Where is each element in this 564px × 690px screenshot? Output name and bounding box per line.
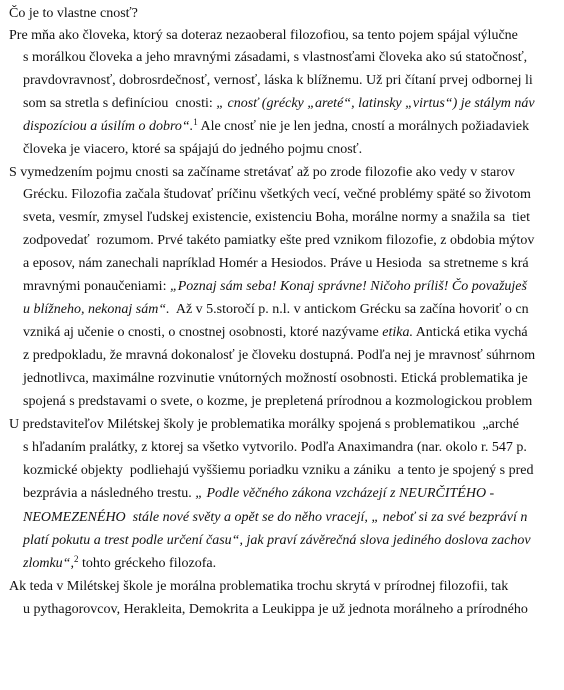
text-run: človeka je viacero, ktoré sa spájajú do jedného pojmu cnosť. — [23, 142, 363, 157]
text-line — [9, 578, 508, 596]
text-line — [23, 601, 528, 619]
text-line — [23, 141, 362, 159]
footnote-ref: 1 — [193, 117, 198, 127]
text-line — [23, 532, 531, 550]
text-run: u blížneho, nekonaj sám“. — [23, 302, 170, 317]
text-run: Ak teda v Milétskej škole je morálna problematika trochu skrytá v prírodnej filozofii, tak — [9, 579, 509, 594]
text-run: Až v 5.storočí p. n.l. v antickom Grécku sa začína hovoriť o cn — [169, 302, 529, 317]
text-line — [23, 72, 533, 90]
text-run: kozmické objekty podliehajú vyššiemu poriadku vzniku a zániku a tento je spojený s pred — [23, 463, 534, 478]
footnote-ref: 2 — [73, 554, 79, 564]
text-line — [23, 370, 528, 388]
text-run: a eposov, nám zanechali napríklad Homér a Hesiodos. Práve u Hesioda sa stretneme s krá — [23, 256, 529, 271]
text-line — [23, 347, 535, 365]
text-run: Antická etika vychá — [412, 325, 528, 340]
text-line — [23, 95, 535, 113]
text-line — [23, 186, 531, 204]
text-line — [23, 509, 527, 527]
text-run: jednotlivca, maximálne rozvinutie vnútorných možností osobnosti. Etická problematika je — [23, 371, 528, 386]
text-run: Čo je to vlastne cnosť? — [9, 6, 138, 21]
text-line — [23, 301, 529, 319]
text-run: „Poznaj sám seba! Konaj správne! Ničoho príliš! Čo považuješ — [169, 279, 527, 294]
text-line — [23, 439, 527, 457]
text-run: spojená s predstavami o svete, o kozme, je prepletená prírodnou a kozmologickou problem — [23, 394, 533, 409]
text-line — [9, 164, 515, 182]
text-run: „ cnosť (grécky „areté“, latinsky „virtus“) je stálym náv — [216, 96, 535, 111]
text-line — [23, 209, 530, 227]
text-run: NEOMEZENÉHO stále nové světy a opět se do něho vracejí, „ neboť si za své bezpráví n — [23, 510, 528, 525]
text-line — [23, 278, 527, 296]
text-line — [23, 255, 529, 273]
text-run: s morálkou človeka a jeho mravnými zásadami, s vlastnosťami človeka ako sú statočnosť, — [23, 50, 528, 65]
text-run: mravnými ponaučeniami: — [23, 279, 170, 294]
text-run: U predstaviteľov Milétskej školy je problematika morálky spojená s problematikou „arché — [9, 417, 519, 432]
text-run: Pre mňa ako človeka, ktorý sa doteraz nezaoberal filozofiou, sa tento pojem spájal výlučne — [9, 28, 518, 43]
text-run: u pythagorovcov, Herakleita, Demokrita a Leukippa je už jednota morálneho a prírodného — [23, 602, 528, 617]
text-run: platí pokutu a trest podle určení času“, jak praví závěrečná slova jediného doslova zachov — [23, 533, 531, 548]
text-run: etika. — [382, 325, 413, 340]
text-run: s hľadaním pralátky, z ktorej sa všetko vytvorilo. Podľa Anaximandra (nar. okolo r. 547 p. — [23, 440, 527, 455]
text-line — [9, 27, 518, 45]
text-line — [9, 416, 519, 434]
text-run: pravdovravnosť, dobrosrdečnosť, vernosť, láska k blížnemu. Už pri čítaní prvej odbornej li — [23, 73, 533, 88]
text-line — [23, 324, 528, 342]
text-run: dispozíciou a úsilím o dobro“. — [23, 119, 194, 134]
text-line — [23, 118, 529, 136]
text-run: „ Podle věčného zákona vzcházejí z NEURČITÉHO - — [195, 486, 495, 501]
text-line — [23, 462, 534, 480]
text-run: tohto gréckeho filozofa. — [78, 556, 217, 571]
text-line — [23, 232, 534, 250]
text-line — [23, 555, 216, 573]
text-line — [23, 49, 527, 67]
text-run: som sa stretla s definíciou cnosti: — [23, 96, 217, 111]
text-run: vzniká aj učenie o cnosti, o cnostnej osobnosti, ktoré nazývame — [23, 325, 383, 340]
text-run: Ale cnosť nie je len jedna, cností a morálnych požiadaviek — [197, 119, 530, 134]
text-run: S vymedzením pojmu cnosti sa začíname stretávať až po zrode filozofie ako vedy v starov — [9, 165, 515, 180]
text-line — [23, 485, 494, 503]
text-run: zodpovedať rozumom. Prvé takéto pamiatky ešte pred vznikom filozofie, z obdobia mýtov — [23, 233, 535, 248]
text-run: sveta, vesmír, zmysel ľudskej existencie, existenciu Boha, morálne normy a snažila sa tiet — [23, 210, 531, 225]
text-line — [9, 5, 138, 23]
text-run: bezprávia a následného trestu. — [23, 486, 196, 501]
text-run: zlomku“, — [23, 556, 74, 571]
text-run: z predpokladu, že mravná dokonalosť je človeku dostupná. Podľa nej je mravnosť súhrnom — [23, 348, 536, 363]
text-run: Grécku. Filozofia začala študovať príčinu všetkých vecí, večné problémy späté so životom — [23, 187, 531, 202]
text-line — [23, 393, 532, 411]
